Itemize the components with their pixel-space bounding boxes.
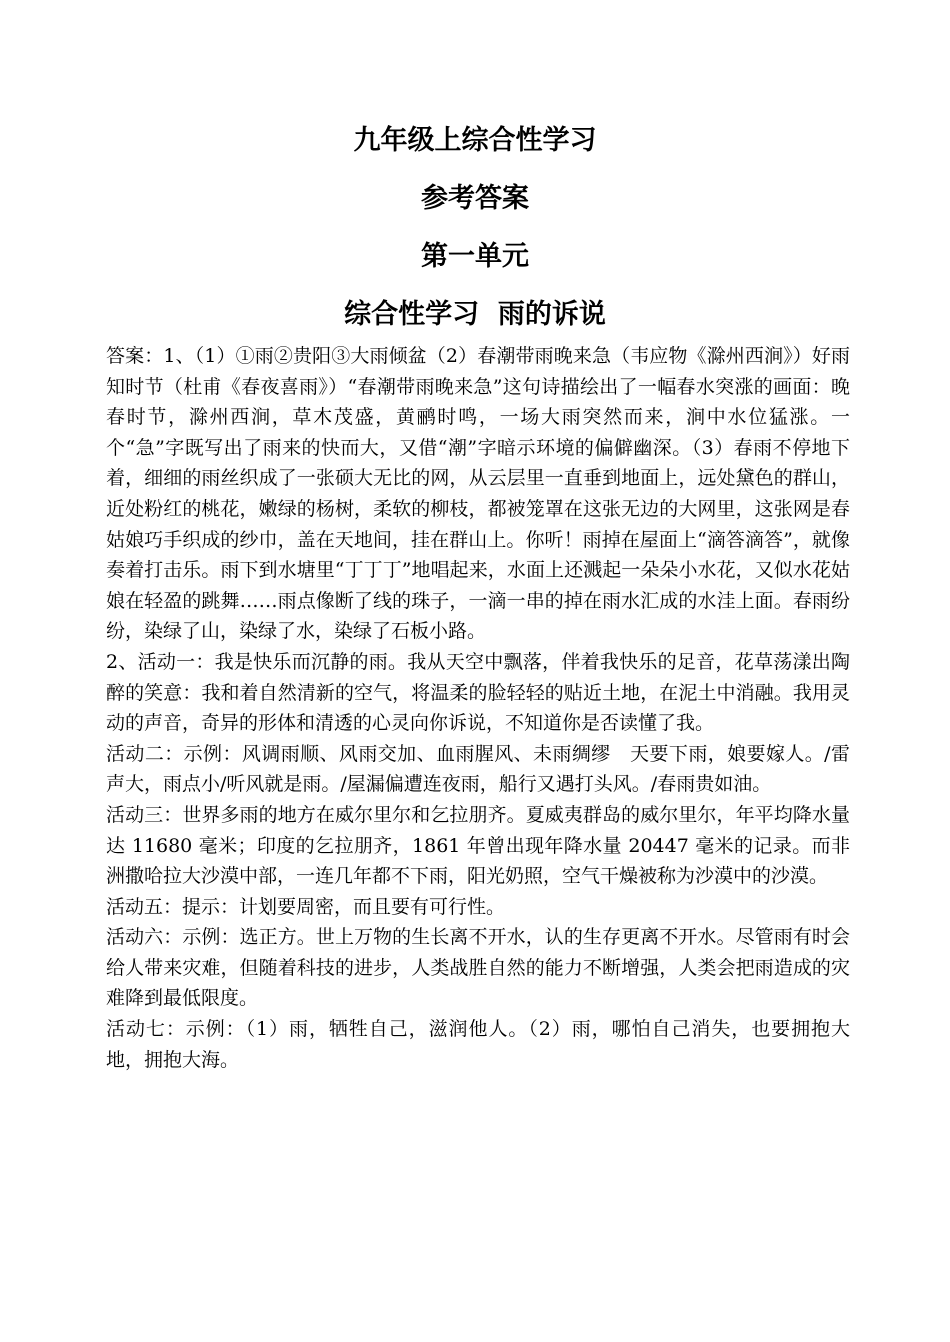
unit-heading: 第一单元 [421,241,529,272]
answer-paragraph-7: 活动七：示例：（1）雨，牺牲自己，滋润他人。（2）雨，哪怕自己消失，也要拥抱大地，拥抱大海。 [106,1018,850,1071]
document-subtitle: 参考答案 [421,183,529,214]
heading-block [0,112,950,344]
answer-paragraph-3: 活动二：示例：风调雨顺、风雨交加、血雨腥风、未雨绸缪 天要下雨，娘要嫁人。/雷声大，雨点小/听风就是雨。/屋漏偏遭连夜雨，船行又遇打头风。/春雨贵如油。 [106,742,850,796]
lesson-heading: 综合性学习 雨的诉说 [344,299,606,330]
document-title: 九年级上综合性学习 [353,125,597,156]
answer-paragraph-4: 活动三：世界多雨的地方在威尔里尔和乞拉朋齐。夏威夷群岛的威尔里尔，年平均降水量达 11680 毫米；印度的乞拉朋齐，1861 年曾出现年降水量 20447 毫米的记录。而非洲撒哈拉大沙漠中部，一连几年都不下雨，阳光奶照，空气干燥被称为沙漠中的沙漠。 [106,803,850,888]
answer-paragraph-2: 2、活动一：我是快乐而沉静的雨。我从天空中飘落，伴着我快乐的足音，花草荡漾出陶醉的笑意：我和着自然清新的空气，将温柔的脸轻轻的贴近土地，在泥土中消融。我用灵动的声音，奇异的形体和清透的心灵向你诉说，不知道你是否读懂了我。 [106,650,850,735]
answer-body [106,341,850,1075]
answer-paragraph-5: 活动五：提示：计划要周密，而且要有可行性。 [106,895,506,918]
answer-paragraph-1: 答案：1、（1）①雨②贵阳③大雨倾盆（2）春潮带雨晚来急（韦应物《滁州西涧》）好雨知时节（杜甫《春夜喜雨》）“春潮带雨晚来急”这句诗描绘出了一幅春水突涨的画面：晚春时节，滁州西涧，草木茂盛，黄鹂时鸣，一场大雨突然而来，涧中水位猛涨。一个“急”字既写出了雨来的快而大，又借“潮”字暗示环境的偏僻幽深。（3）春雨不停地下着，细细的雨丝织成了一张硕大无比的网，从云层里一直垂到地面上，远处黛色的群山，近处粉红的桃花，嫩绿的杨树，柔软的柳枝，都被笼罩在这张无边的大网里，这张网是春姑娘巧手织成的纱巾，盖在天地间，挂在群山上。你听！雨掉在屋面上“滴答滴答”，就像奏着打击乐。雨下到水塘里“丁丁丁”地唱起来，水面上还溅起一朵朵小水花，又似水花姑娘在轻盈的跳舞……雨点像断了线的珠子，一滴一串的掉在雨水汇成的水洼上面。春雨纷纷，染绿了山，染绿了水，染绿了石板小路。 [106,345,850,643]
answer-paragraph-6: 活动六：示例：选正方。世上万物的生长离不开水，认的生存更离不开水。尽管雨有时会给人带来灾难，但随着科技的进步，人类战胜自然的能力不断增强，人类会把雨造成的灾难降到最低限度。 [106,926,850,1010]
